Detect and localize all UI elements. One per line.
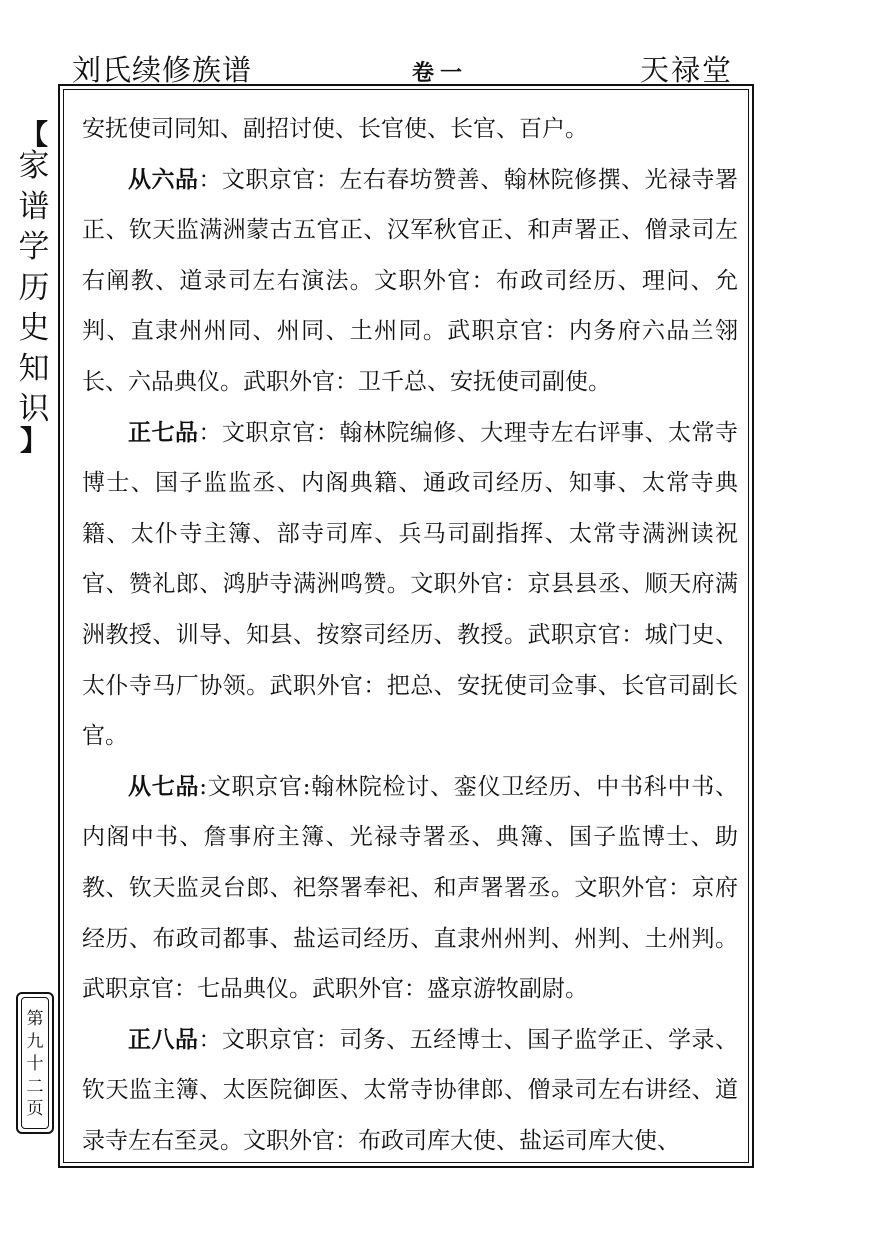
- side-label-char: 史: [18, 310, 50, 346]
- paragraph-text: ：文职京官：翰林院编修、大理寺左右评事、太常寺博士、国子监监丞、内阁典籍、通政司经历、知事、太常寺典籍、太仆寺主簿、部寺司库、兵马司副指挥、太常寺满洲读祝官、赞礼郎、鸿胪寺满洲鸣赞。文职外官：京县县丞、顺天府满洲教授、训导、知县、按察司经历、教授。武职京官：城门史、太仆寺马厂协领。武职外官：把总、安抚使司佥事、长官司副长官。: [82, 419, 739, 750]
- page-number-plate: [16, 992, 54, 1134]
- rank-heading: 正七品: [128, 418, 199, 446]
- page-number-char: 二: [26, 1076, 44, 1097]
- side-label-char: 谱: [18, 188, 50, 225]
- paragraph: [82, 155, 738, 408]
- side-section-label: [14, 118, 54, 457]
- paragraph-text: ：文职京官：左右春坊赞善、翰林院修撰、光禄寺署正、钦天监满洲蒙古五官正、汉军秋官正、和声署正、僧录司左右阐教、道录司左右演法。文职外官：布政司经历、理问、允判、直隶州州同、州同、土州同。武职京官：内务府六品兰翎长、六品典仪。武职外官：卫千总、安抚使司副使。: [82, 166, 739, 395]
- open-bracket: 【: [19, 118, 48, 151]
- page-number: [18, 1008, 52, 1121]
- paragraph-text: ：文职京官：司务、五经博士、国子监学正、学录、钦天监主簿、太医院御医、太常寺协律郎、僧录司左右讲经、道录寺左右至灵。文职外官：布政司库大使、盐运司库大使、: [82, 1026, 739, 1154]
- paragraph: [82, 762, 738, 1015]
- page-number-char: 九: [26, 1031, 44, 1052]
- side-label-char: 识: [18, 391, 50, 427]
- page-number-char: 页: [26, 1099, 44, 1119]
- page-number-char: 第: [26, 1009, 44, 1029]
- rank-heading: 从六品: [128, 165, 199, 193]
- hall-name: 天禄堂: [640, 53, 734, 87]
- rank-heading: 从七品: [128, 772, 200, 800]
- side-label-char: 家: [18, 148, 50, 184]
- side-label-char: 学: [18, 229, 50, 265]
- rank-heading: 正八品: [128, 1025, 199, 1053]
- paragraph-text: :文职京官:翰林院检讨、銮仪卫经历、中书科中书、内阁中书、詹事府主簿、光禄寺署丞、典簿、国子监博士、助教、钦天监灵台郎、祀祭署奉祀、和声署署丞。文职外官：京府经历、布政司都事、盐运司经历、直隶州州判、州判、土州判。武职京官：七品典仪。武职外官：盛京游牧副尉。: [82, 773, 738, 1003]
- side-label-char: 知: [18, 350, 50, 387]
- paragraph: [82, 104, 738, 155]
- close-bracket: 】: [19, 423, 48, 457]
- page-number-char: 十: [26, 1054, 44, 1074]
- volume-label: 卷一: [412, 60, 469, 86]
- paragraph: [82, 408, 738, 762]
- body-text: [82, 104, 738, 1166]
- paragraph-text: 安抚使司同知、副招讨使、长官使、长官、百户。: [82, 116, 588, 142]
- side-label-char: 历: [18, 269, 50, 306]
- genealogy-title: 刘氏续修族谱: [72, 53, 253, 87]
- paragraph: [82, 1015, 738, 1167]
